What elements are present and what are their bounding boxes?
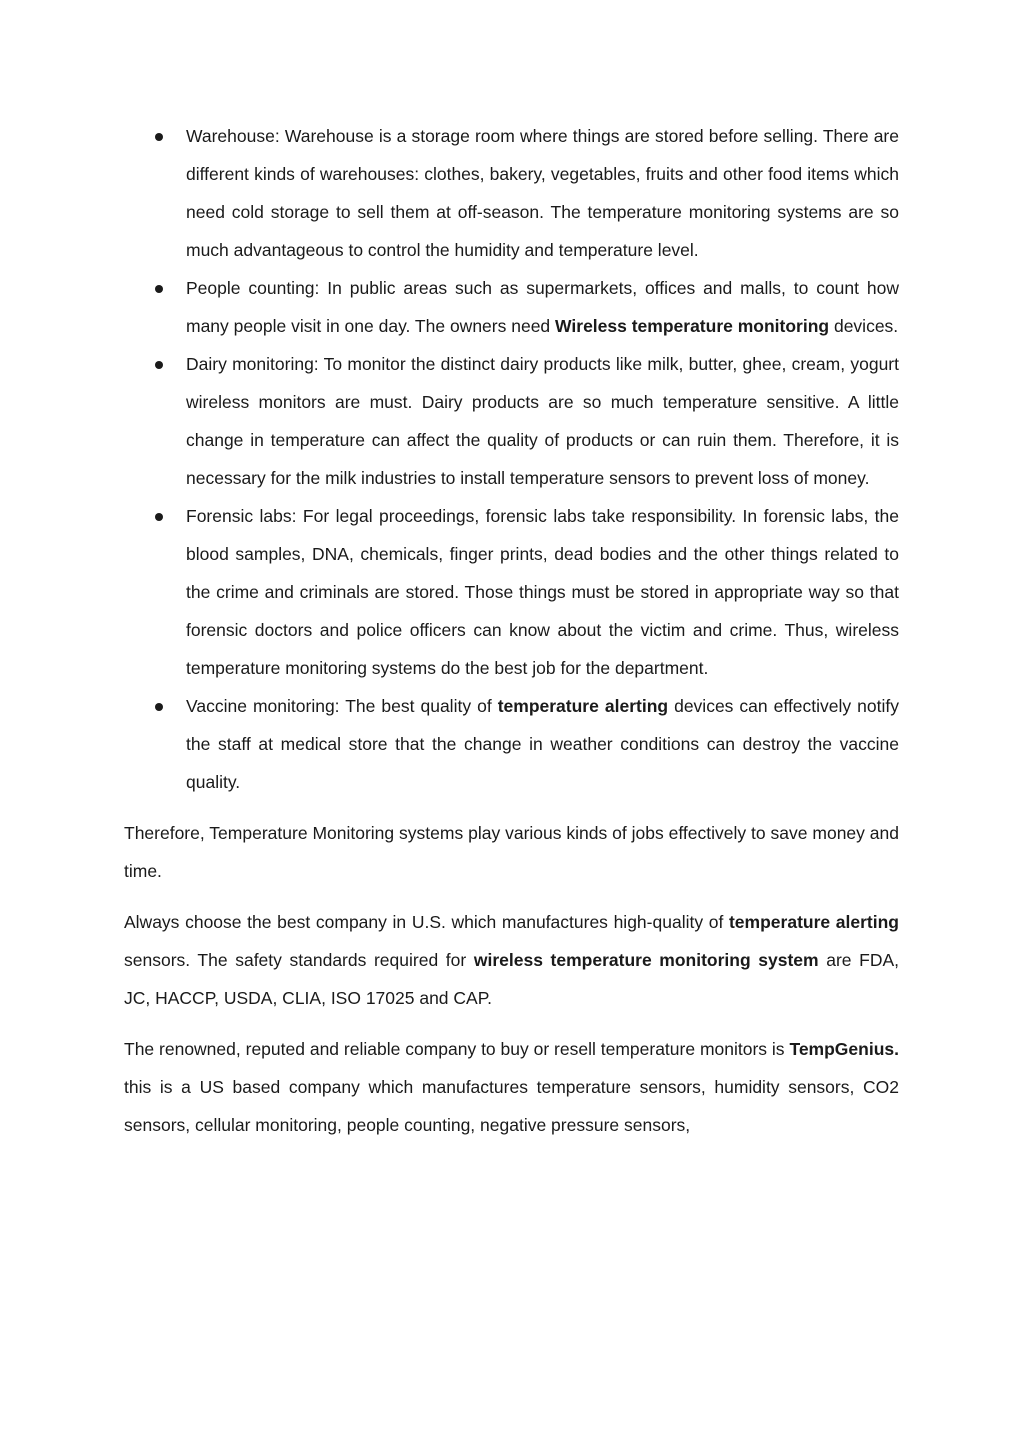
paragraph-text: Always choose the best company in U.S. which manufactures high-quality of xyxy=(124,912,729,932)
list-item-dairy-monitoring xyxy=(124,345,899,497)
paragraph-text: Therefore, Temperature Monitoring systems play various kinds of jobs effectively to save money and time. xyxy=(124,823,899,881)
bold-keyword: temperature alerting xyxy=(728,912,899,932)
bold-keyword: wireless temperature monitoring system xyxy=(473,950,819,970)
paragraph-therefore xyxy=(124,814,899,890)
paragraph-renowned xyxy=(124,1030,899,1144)
list-item-text: Warehouse: Warehouse is a storage room where things are stored before selling. There are different kinds of warehouses: clothes, bakery, vegetables, fruits and other food items which need cold storage to sell them at off-season. The temperature monitoring systems are so much advantageous to control the humidity and temperature level. xyxy=(186,126,899,260)
list-item-forensic-labs xyxy=(124,497,899,687)
paragraph-text: this is a US based company which manufactures temperature sensors, humidity sensors, CO2 sensors, cellular monitoring, people counting, negative pressure sensors, xyxy=(124,1077,899,1135)
bullet-dot-icon xyxy=(155,285,163,293)
list-item-vaccine-monitoring xyxy=(124,687,899,801)
bullet-dot-icon xyxy=(155,133,163,141)
paragraph-text: sensors. The safety standards required for xyxy=(124,950,474,970)
page-content xyxy=(124,117,899,1144)
bullet-list xyxy=(124,117,899,801)
bold-keyword: Wireless temperature monitoring xyxy=(555,316,830,336)
list-item-text: Dairy monitoring: To monitor the distinct dairy products like milk, butter, ghee, cream, yogurt wireless monitors are must. Dairy products are so much temperature sensitive. A little change in temperature can affect the quality of products or can ruin them. Therefore, it is necessary for the milk industries to install temperature sensors to prevent loss of money. xyxy=(186,354,899,488)
paragraph-text: are FDA, JC, HACCP, USDA, CLIA, ISO 17025 and CAP. xyxy=(124,950,899,1008)
list-item-warehouse xyxy=(124,117,899,269)
list-item-people-counting xyxy=(124,269,899,345)
bullet-dot-icon xyxy=(155,513,163,521)
list-item-text: People counting: In public areas such as supermarkets, offices and malls, to count how many people visit in one day. The owners need xyxy=(186,278,899,336)
list-item-text: Forensic labs: For legal proceedings, forensic labs take responsibility. In forensic labs, the blood samples, DNA, chemicals, finger prints, dead bodies and the other things related to the crime and criminals are stored. Those things must be stored in appropriate way so that forensic doctors and police officers can know about the victim and crime. Thus, wireless temperature monitoring systems do the best job for the department. xyxy=(186,506,899,678)
list-item-text: Vaccine monitoring: The best quality of xyxy=(186,696,498,716)
list-item-text: devices. xyxy=(829,316,899,336)
bold-keyword: temperature alerting xyxy=(497,696,669,716)
paragraph-text: The renowned, reputed and reliable company to buy or resell temperature monitors is xyxy=(124,1039,790,1059)
bullet-dot-icon xyxy=(155,361,163,369)
list-item-text: devices can effectively notify the staff at medical store that the change in weather conditions can destroy the vaccine quality. xyxy=(186,696,899,792)
bold-keyword: TempGenius. xyxy=(789,1039,899,1059)
paragraph-always-choose xyxy=(124,903,899,1017)
bullet-dot-icon xyxy=(155,703,163,711)
